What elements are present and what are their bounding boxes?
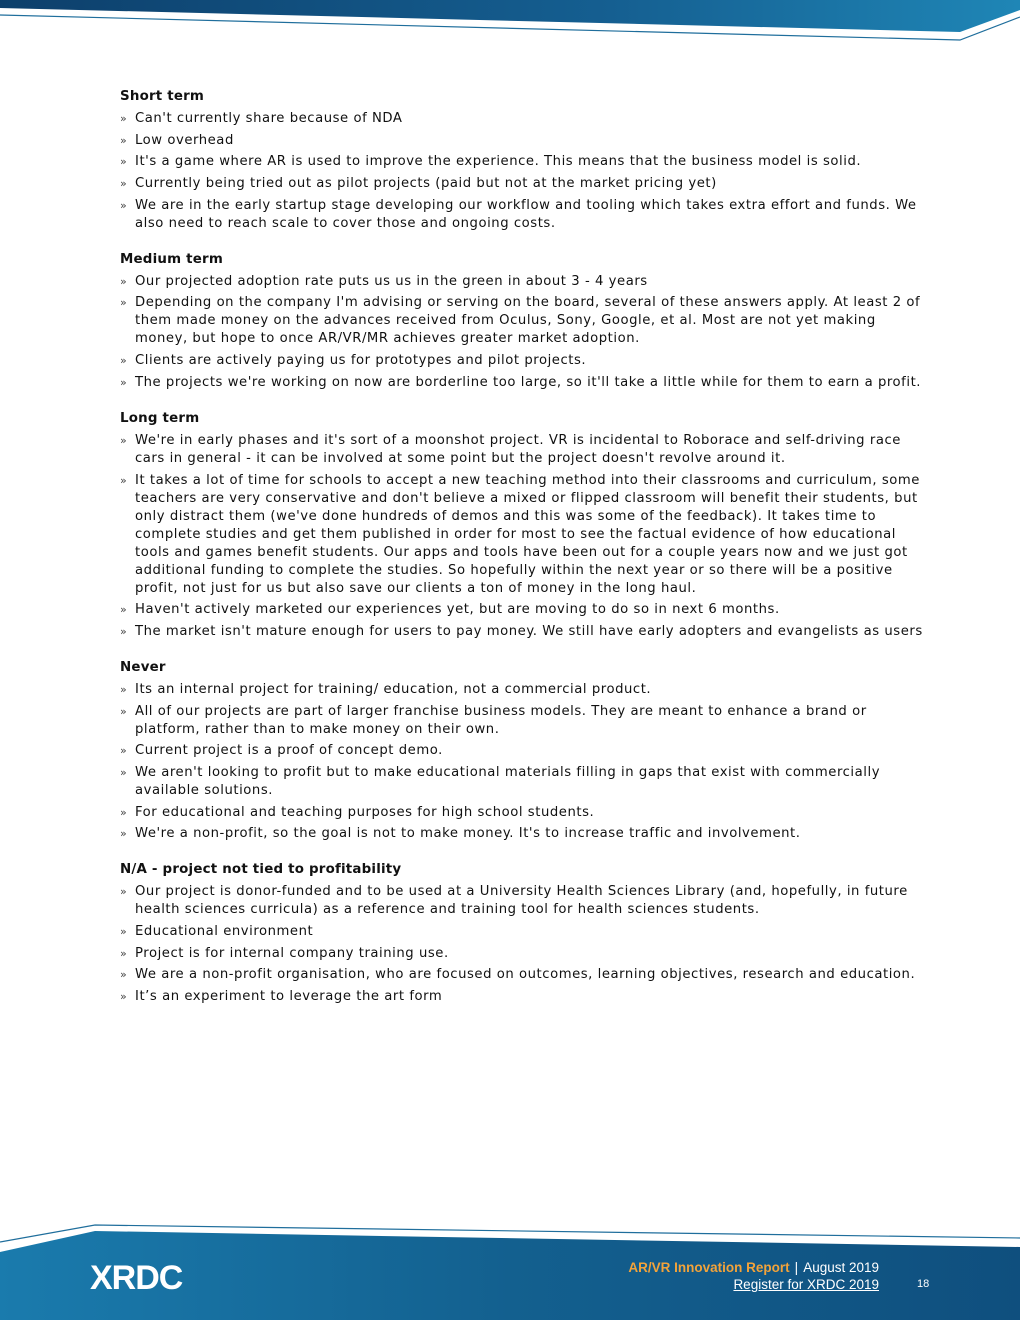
register-link[interactable]: Register for XRDC 2019 (733, 1277, 879, 1292)
list-item: » Its an internal project for training/ education, not a commercial product. (120, 681, 652, 697)
bullet-list (120, 432, 932, 641)
bullet-marker: » (120, 198, 128, 212)
section-heading: Long term (120, 410, 200, 426)
section-not-applicable (120, 861, 932, 1006)
bullet-marker: » (120, 274, 128, 288)
bullet-marker: » (120, 744, 128, 758)
section-heading: Short term (120, 89, 205, 104)
bullet-marker: » (120, 473, 128, 487)
bullet-marker: » (120, 296, 128, 310)
list-item: » Depending on the company I'm advising or serving on the board, several of these answers apply. At least 2 of them made money on the advances received from Oculus, Sony, Google, et al. Most are not yet making money, but hope to once AR/VR/MR achieves greater market adoption. (120, 295, 921, 347)
bullet-marker: » (120, 827, 128, 841)
list-item: » All of our projects are part of larger franchise business models. They are meant to enhance a brand or platform, rather than to make money on their own. (120, 703, 867, 737)
list-item: » Can't currently share because of NDA (120, 111, 403, 126)
bullet-marker: » (120, 704, 128, 718)
bullet-list (120, 110, 932, 233)
list-item: » It takes a lot of time for schools to accept a new teaching method into their classrooms and curriculum, some teachers are very conservative and don't believe a mixed or flipped classroom will benefit their students, but only distract them (we've done hundreds of demos and this was some of the feedback). It takes time to complete studies and get them published in order for most to see the factual evidence of how educational tools and games benefit students. Our apps and tools have been out for a couple years now and we just got additional funding to complete the studies. So hopefully within the next year or so there will be a positive profit, not just for us but also save our clients a ton of money in the long haul. (120, 472, 920, 596)
bullet-marker: » (120, 603, 128, 617)
list-item: » Our projected adoption rate puts us us in the green in about 3 - 4 years (120, 273, 648, 289)
document-body (120, 88, 932, 1024)
bullet-marker: » (120, 624, 128, 638)
bullet-list (120, 273, 932, 392)
list-item: » Educational environment (120, 924, 314, 939)
list-item: » For educational and teaching purposes for high school students. (120, 804, 595, 820)
page-number: 18 (917, 1278, 930, 1290)
bullet-marker: » (120, 885, 128, 899)
bullet-marker: » (120, 112, 128, 125)
list-item: » Current project is a proof of concept demo. (120, 743, 443, 759)
footer-info (628, 1259, 879, 1293)
bullet-marker: » (120, 968, 128, 982)
list-item: » Low overhead (120, 132, 234, 148)
section-medium-term (120, 251, 932, 392)
bullet-marker: » (120, 682, 128, 696)
bullet-list (120, 883, 932, 1006)
list-item: » Currently being tried out as pilot projects (paid but not at the market pricing yet) (120, 176, 717, 192)
list-item: » Project is for internal company training use. (120, 945, 449, 961)
report-title: AR/VR Innovation Report (628, 1260, 790, 1275)
footer-separator: | (794, 1260, 799, 1275)
bullet-marker: » (120, 375, 128, 389)
list-item: » The projects we're working on now are borderline too large, so it'll take a little while for them to earn a profit. (120, 374, 922, 390)
list-item: » We're in early phases and it's sort of a moonshot project. VR is incidental to Roborace and self-driving race cars in general - it can be involved at some point but the project doesn't revolve around it. (120, 432, 901, 466)
list-item: » We are in the early startup stage developing our workflow and tooling which takes extra effort and funds. We also need to reach scale to cover those and ongoing costs. (120, 197, 917, 231)
bullet-marker: » (120, 433, 128, 447)
list-item: » The market isn't mature enough for users to pay money. We still have early adopters and evangelists as users (120, 623, 923, 639)
footer-title-line (628, 1259, 879, 1276)
list-item: » It’s an experiment to leverage the art form (120, 989, 443, 1005)
bullet-marker: » (120, 765, 128, 779)
bullet-marker: » (120, 925, 128, 938)
bullet-marker: » (120, 990, 128, 1004)
section-never (120, 659, 932, 843)
bullet-marker: » (120, 946, 128, 960)
list-item: » Our project is donor-funded and to be used at a University Health Sciences Library (and, hopefully, in future health sciences curricula) as a reference and training tool for health sciences students. (120, 884, 908, 918)
list-item: » Clients are actively paying us for prototypes and pilot projects. (120, 353, 587, 369)
section-heading: N/A - project not tied to profitability (120, 862, 402, 878)
bullet-marker: » (120, 133, 128, 147)
list-item: » We are a non-profit organisation, who are focused on outcomes, learning objectives, research and education. (120, 967, 916, 983)
bullet-marker: » (120, 177, 128, 191)
bullet-marker: » (120, 354, 128, 368)
list-item: » It's a game where AR is used to improve the experience. This means that the business model is solid. (120, 154, 862, 170)
report-date: August 2019 (803, 1260, 879, 1275)
xrdc-logo: XRDC (90, 1259, 183, 1297)
section-short-term (120, 88, 932, 233)
bullet-marker: » (120, 155, 128, 169)
header-band (0, 0, 1020, 50)
list-item: » We aren't looking to profit but to make educational materials filling in gaps that exist with commercially available solutions. (120, 764, 881, 798)
section-heading: Never (120, 659, 166, 675)
section-long-term (120, 410, 932, 641)
list-item: » Haven't actively marketed our experiences yet, but are moving to do so in next 6 months. (120, 602, 780, 618)
section-heading: Medium term (120, 251, 223, 267)
list-item: » We're a non-profit, so the goal is not to make money. It's to increase traffic and involvement. (120, 826, 801, 842)
bullet-marker: » (120, 805, 128, 819)
bullet-list (120, 681, 932, 843)
